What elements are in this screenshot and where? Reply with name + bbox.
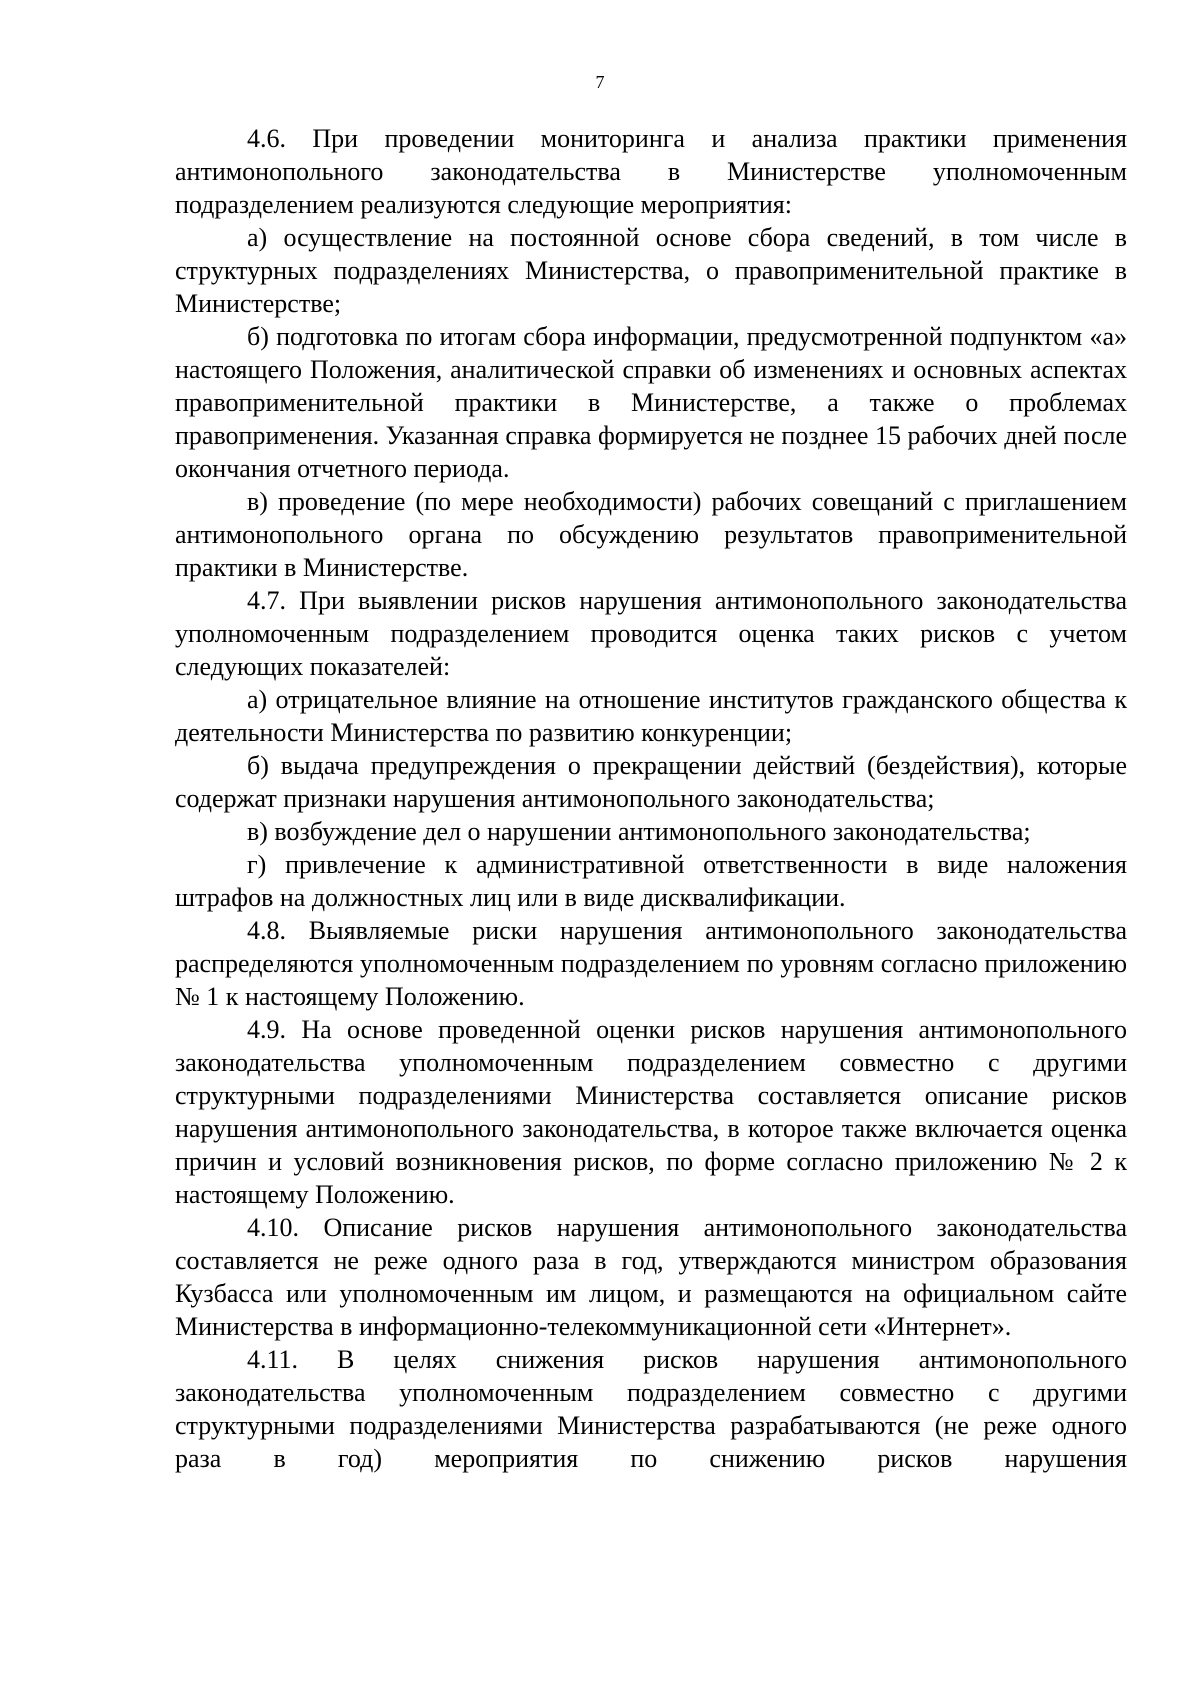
paragraph-4-7-a: а) отрицательное влияние на отношение институтов гражданского общества к деятельности Министерства по развитию конкуренции;	[175, 685, 1127, 747]
paragraph-4-7-v: в) возбуждение дел о нарушении антимонопольного законодательства;	[247, 817, 1031, 846]
page-number: 7	[595, 72, 605, 92]
paragraph-4-7-b: б) выдача предупреждения о прекращении действий (бездействия), которые содержат признаки нарушения антимонопольного законодательства;	[175, 751, 1127, 813]
paragraph-4-11: 4.11. В целях снижения рисков нарушения антимонопольного законодательства уполномоченным подразделением совместно с другими структурными подразделениями Министерства разрабатываются (не реже одного раза в год) мероприятия по снижению рисков нарушения	[175, 1345, 1127, 1473]
paragraph-4-6-b: б) подготовка по итогам сбора информации, предусмотренной подпунктом «а» настоящего Положения, аналитической справки об изменениях и основных аспектах правоприменительной практики в Министерстве, а также о проблемах правоприменения. Указанная справка формируется не позднее 15 рабочих дней после окончания отчетного периода.	[175, 322, 1127, 483]
document-body	[175, 122, 1127, 1475]
paragraph-4-8: 4.8. Выявляемые риски нарушения антимонопольного законодательства распределяются уполномоченным подразделением по уровням согласно приложению № 1 к настоящему Положению.	[175, 916, 1127, 1011]
paragraph-4-10: 4.10. Описание рисков нарушения антимонопольного законодательства составляется не реже одного раза в год, утверждаются министром образования Кузбасса или уполномоченным им лицом, и размещаются на официальном сайте Министерства в информационно-телекоммуникационной сети «Интернет».	[175, 1213, 1127, 1341]
paragraph-4-6-v: в) проведение (по мере необходимости) рабочих совещаний с приглашением антимонопольного органа по обсуждению результатов правоприменительной практики в Министерстве.	[175, 487, 1127, 582]
paragraph-4-7-g: г) привлечение к административной ответственности в виде наложения штрафов на должностных лиц или в виде дисквалификации.	[175, 850, 1127, 912]
paragraph-4-6-a: а) осуществление на постоянной основе сбора сведений, в том числе в структурных подразделениях Министерства, о правоприменительной практике в Министерстве;	[175, 223, 1127, 318]
paragraph-4-9: 4.9. На основе проведенной оценки рисков нарушения антимонопольного законодательства уполномоченным подразделением совместно с другими структурными подразделениями Министерства составляется описание рисков нарушения антимонопольного законодательства, в которое также включается оценка причин и условий возникновения рисков, по форме согласно приложению № 2 к настоящему Положению.	[175, 1015, 1127, 1209]
paragraph-4-7: 4.7. При выявлении рисков нарушения антимонопольного законодательства уполномоченным подразделением проводится оценка таких рисков с учетом следующих показателей:	[175, 586, 1127, 681]
paragraph-4-6: 4.6. При проведении мониторинга и анализа практики применения антимонопольного законодательства в Министерстве уполномоченным подразделением реализуются следующие мероприятия:	[175, 124, 1127, 219]
